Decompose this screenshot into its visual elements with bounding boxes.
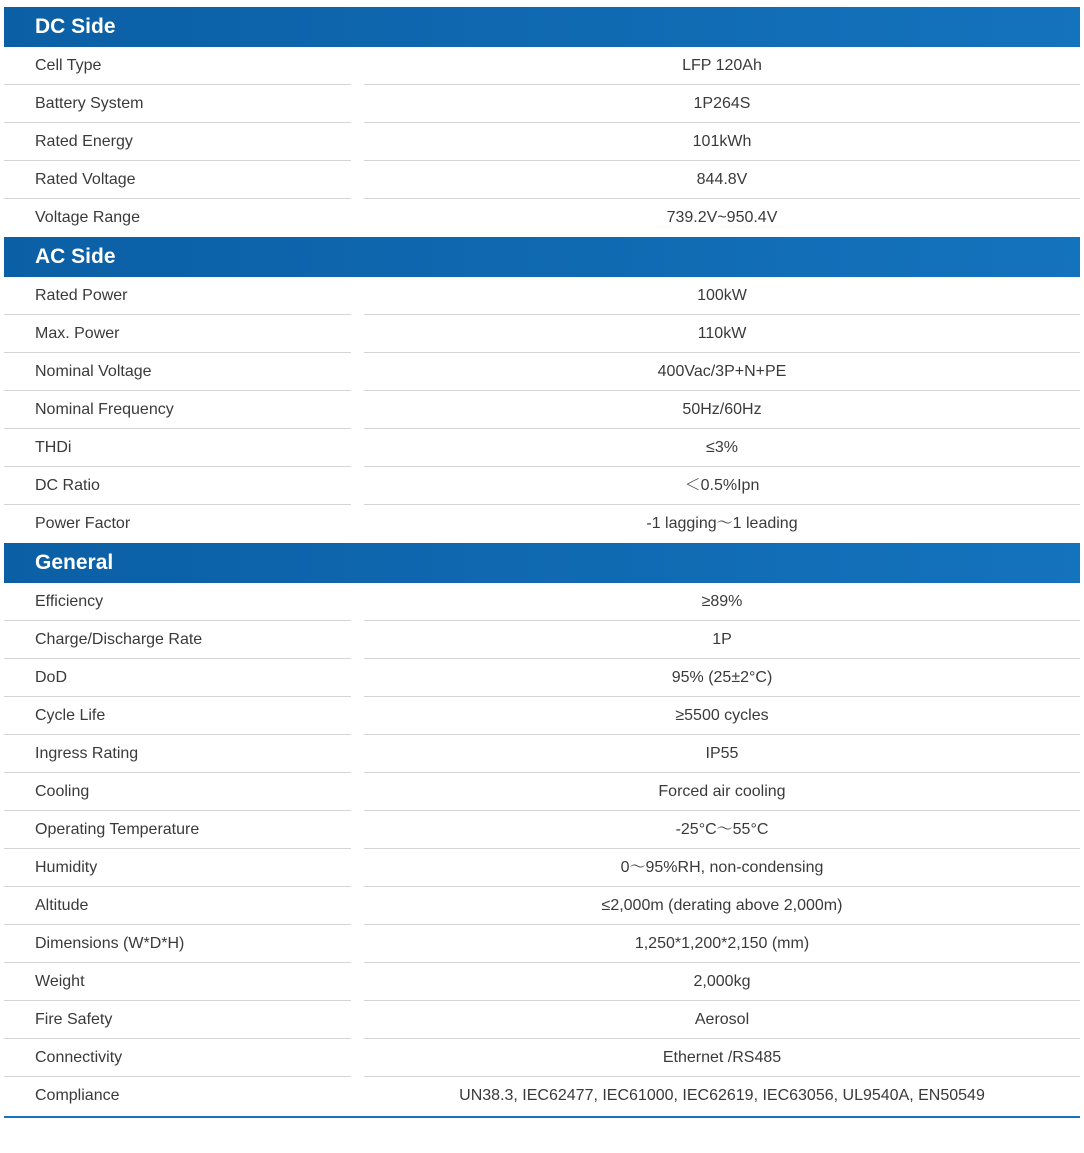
row-label: Operating Temperature [4, 811, 351, 849]
row-label: Rated Power [4, 277, 351, 315]
table-row [4, 621, 1080, 659]
row-label: Humidity [4, 849, 351, 887]
table-row [4, 1039, 1080, 1077]
row-label: Dimensions (W*D*H) [4, 925, 351, 963]
row-label: Cell Type [4, 47, 351, 85]
row-value: 101kWh [364, 123, 1080, 161]
row-value: 844.8V [364, 161, 1080, 199]
row-label: Nominal Frequency [4, 391, 351, 429]
table-row [4, 963, 1080, 1001]
section-header-general: General [4, 543, 1080, 583]
row-label: Cycle Life [4, 697, 351, 735]
row-value: ≥5500 cycles [364, 697, 1080, 735]
table-row [4, 467, 1080, 505]
section-header-ac-side: AC Side [4, 237, 1080, 277]
row-label: Ingress Rating [4, 735, 351, 773]
table-row [4, 773, 1080, 811]
row-value: 95% (25±2°C) [364, 659, 1080, 697]
row-value: 0～95%RH, non-condensing [364, 849, 1080, 887]
table-row [4, 1001, 1080, 1039]
table-row [4, 925, 1080, 963]
table-row [4, 391, 1080, 429]
row-value: 1P264S [364, 85, 1080, 123]
row-value: Forced air cooling [364, 773, 1080, 811]
row-label: Weight [4, 963, 351, 1001]
row-value: 1P [364, 621, 1080, 659]
table-row [4, 697, 1080, 735]
row-value: ≥89% [364, 583, 1080, 621]
row-value: Aerosol [364, 1001, 1080, 1039]
row-label: Power Factor [35, 515, 131, 532]
table-row [4, 47, 1080, 85]
row-value: LFP 120Ah [364, 47, 1080, 85]
row-label: Voltage Range [35, 209, 140, 226]
row-label: DoD [4, 659, 351, 697]
row-value: 100kW [364, 277, 1080, 315]
table-row [4, 123, 1080, 161]
table-row [4, 85, 1080, 123]
table-row [4, 315, 1080, 353]
row-value: ≤3% [364, 429, 1080, 467]
table-row [4, 735, 1080, 773]
table-row [4, 659, 1080, 697]
row-value: 50Hz/60Hz [364, 391, 1080, 429]
row-value: 1,250*1,200*2,150 (mm) [364, 925, 1080, 963]
table-row [4, 277, 1080, 315]
table-row [4, 849, 1080, 887]
row-value: 400Vac/3P+N+PE [364, 353, 1080, 391]
row-label: Charge/Discharge Rate [4, 621, 351, 659]
row-label: Efficiency [4, 583, 351, 621]
spec-table [4, 7, 1080, 1118]
table-row [4, 353, 1080, 391]
row-value: 110kW [364, 315, 1080, 353]
row-label: Rated Voltage [4, 161, 351, 199]
row-label: THDi [4, 429, 351, 467]
row-label: Nominal Voltage [4, 353, 351, 391]
row-value: Ethernet /RS485 [364, 1039, 1080, 1077]
table-row [4, 583, 1080, 621]
row-value: -1 lagging～1 leading [646, 515, 798, 532]
row-label: Fire Safety [4, 1001, 351, 1039]
table-row [4, 199, 1080, 237]
table-row [4, 505, 1080, 543]
row-label: Battery System [4, 85, 351, 123]
row-label: Max. Power [4, 315, 351, 353]
row-label: Cooling [4, 773, 351, 811]
row-value: 739.2V~950.4V [666, 209, 778, 226]
row-value: -25°C～55°C [364, 811, 1080, 849]
row-label: Compliance [35, 1087, 120, 1104]
table-row [4, 1077, 1080, 1115]
row-value: UN38.3, IEC62477, IEC61000, IEC62619, IEC63056, UL9540A, EN50549 [459, 1087, 985, 1104]
row-label: Altitude [4, 887, 351, 925]
row-value: ＜0.5%Ipn [364, 467, 1080, 505]
table-row [4, 887, 1080, 925]
row-value: IP55 [364, 735, 1080, 773]
table-row [4, 429, 1080, 467]
table-row [4, 811, 1080, 849]
table-row [4, 161, 1080, 199]
section-header-dc-side: DC Side [4, 7, 1080, 47]
row-value: 2,000kg [364, 963, 1080, 1001]
row-value: ≤2,000m (derating above 2,000m) [364, 887, 1080, 925]
row-label: DC Ratio [4, 467, 351, 505]
row-label: Connectivity [4, 1039, 351, 1077]
table-bottom-rule [4, 1116, 1080, 1118]
row-label: Rated Energy [4, 123, 351, 161]
